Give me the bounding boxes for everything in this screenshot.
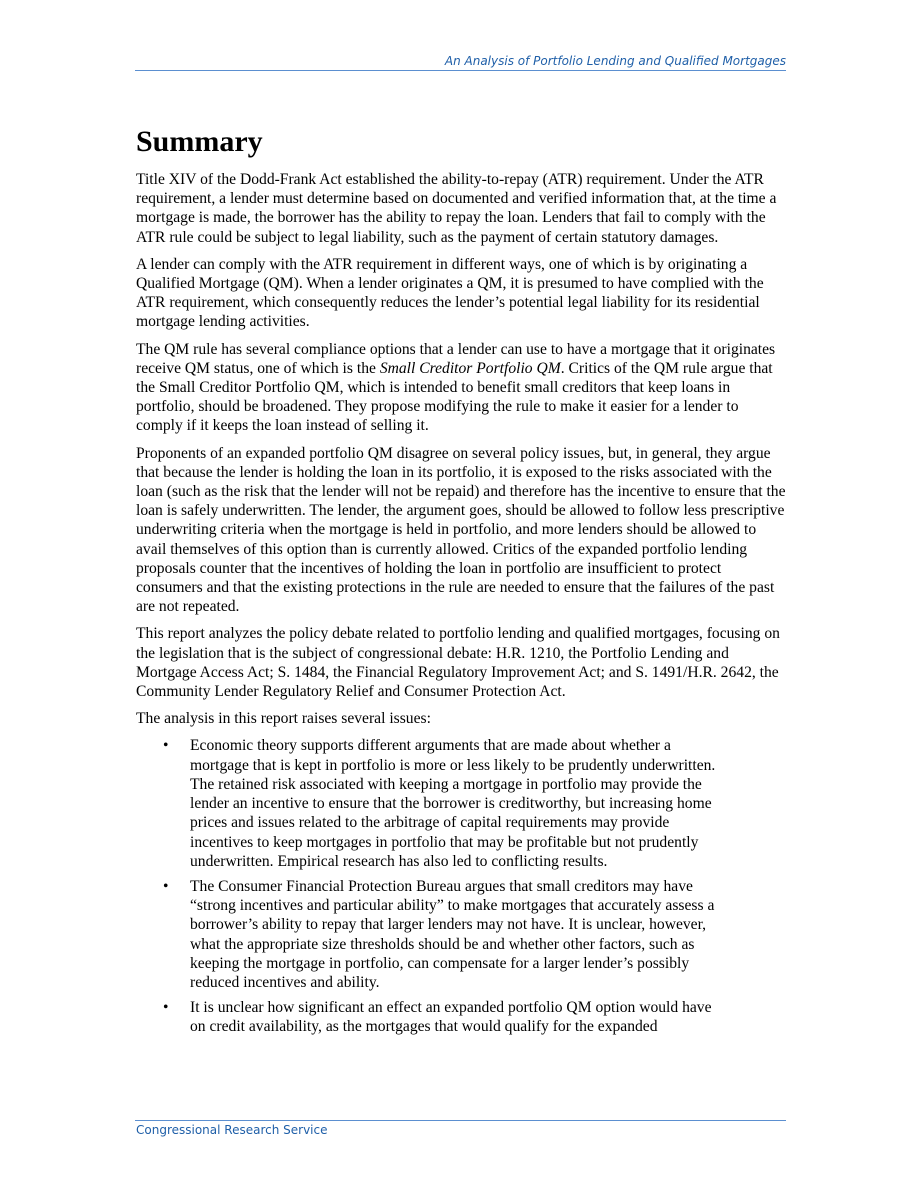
- paragraph-3-lead: The QM rule has several compliance options that a lender can use to have a mortgage that it originates receive QM status, one of which is the: [136, 340, 776, 377]
- bullet-icon: •: [163, 999, 169, 1017]
- issues-list: [136, 736, 788, 1036]
- summary-paragraph-1: Title XIV of the Dodd-Frank Act established the ability-to-repay (ATR) requirement. Under the ATR requirement, a lender must determine based on documented and verified information that, at the time a mortgage is made, the borrower has the ability to repay the loan. Lenders that fail to comply with the ATR rule could be subject to legal liability, such as the payment of certain statutory damages.: [136, 171, 777, 246]
- paragraph-3-tail: . Critics of the QM rule argue that the Small Creditor Portfolio QM, which is intended to benefit small creditors that keep loans in portfolio, should be broadened. They propose modifying the rule to make it easier for a lender to comply if it keeps the loan instead of selling it.: [136, 359, 773, 435]
- running-header: An Analysis of Portfolio Lending and Qualified Mortgages: [444, 54, 786, 68]
- small-creditor-portfolio-qm-term: Small Creditor Portfolio QM: [379, 359, 561, 377]
- list-item-text: It is unclear how significant an effect an expanded portfolio QM option would have on credit availability, as the mortgages that would qualify for the expanded: [190, 999, 712, 1036]
- list-item: [136, 736, 788, 870]
- page-title: Summary: [136, 125, 263, 158]
- summary-paragraph-5: This report analyzes the policy debate related to portfolio lending and qualified mortgages, focusing on the legislation that is the subject of congressional debate: H.R. 1210, the Portfolio Lending and Mortgage Access Act; S. 1484, the Financial Regulatory Improvement Act; and S. 1491/H.R. 2642, the Community Lender Regulatory Relief and Consumer Protection Act.: [136, 625, 780, 701]
- bullet-icon: •: [163, 737, 169, 755]
- summary-paragraph-4: Proponents of an expanded portfolio QM disagree on several policy issues, but, in general, they argue that because the lender is holding the loan in its portfolio, it is exposed to the risks associated with the loan (such as the risk that the lender will not be repaid) and therefore has the incentive to ensure that the loan is safely underwritten. The lender, the argument goes, should be allowed to follow less prescriptive underwriting criteria when the mortgage is held in portfolio, and more lenders should be allowed to avail themselves of this option than is currently allowed. Critics of the expanded portfolio lending proposals counter that the incentives of holding the loan in portfolio are insufficient to protect consumers and that the existing protections in the rule are needed to ensure that the failures of the past are not repeated.: [136, 444, 786, 616]
- summary-paragraph-6: The analysis in this report raises several issues:: [136, 710, 431, 728]
- main-content: [136, 122, 788, 1043]
- summary-paragraph-2: A lender can comply with the ATR requirement in different ways, one of which is by originating a Qualified Mortgage (QM). When a lender originates a QM, it is presumed to have complied with the ATR requirement, which consequently reduces the lender’s potential legal liability for its residential mortgage lending activities.: [136, 255, 764, 331]
- summary-paragraph-3: [136, 340, 788, 436]
- bullet-icon: •: [163, 877, 169, 895]
- list-item-text: The Consumer Financial Protection Bureau argues that small creditors may have “strong incentives and particular ability” to make mortgages that accurately assess a borrower’s ability to repay that larger lenders may not have. It is unclear, however, what the appropriate size thresholds should be and whether other factors, such as keeping the mortgage in portfolio, can compensate for a larger lender’s possibly reduced incentives and ability.: [190, 877, 715, 991]
- running-footer: Congressional Research Service: [136, 1123, 328, 1137]
- list-item-text: Economic theory supports different arguments that are made about whether a mortgage that is kept in portfolio is more or less likely to be prudently underwritten. The retained risk associated with keeping a mortgage in portfolio may provide the lender an incentive to ensure that the borrower is creditworthy, but increasing home prices and issues related to the arbitrage of capital requirements may provide incentives to keep mortgages in portfolio that may be profitable but not prudently underwritten. Empirical research has also led to conflicting results.: [190, 737, 716, 870]
- footer-divider: [135, 1120, 786, 1121]
- header-divider: [135, 70, 786, 71]
- list-item: [136, 998, 788, 1036]
- list-item: [136, 877, 788, 992]
